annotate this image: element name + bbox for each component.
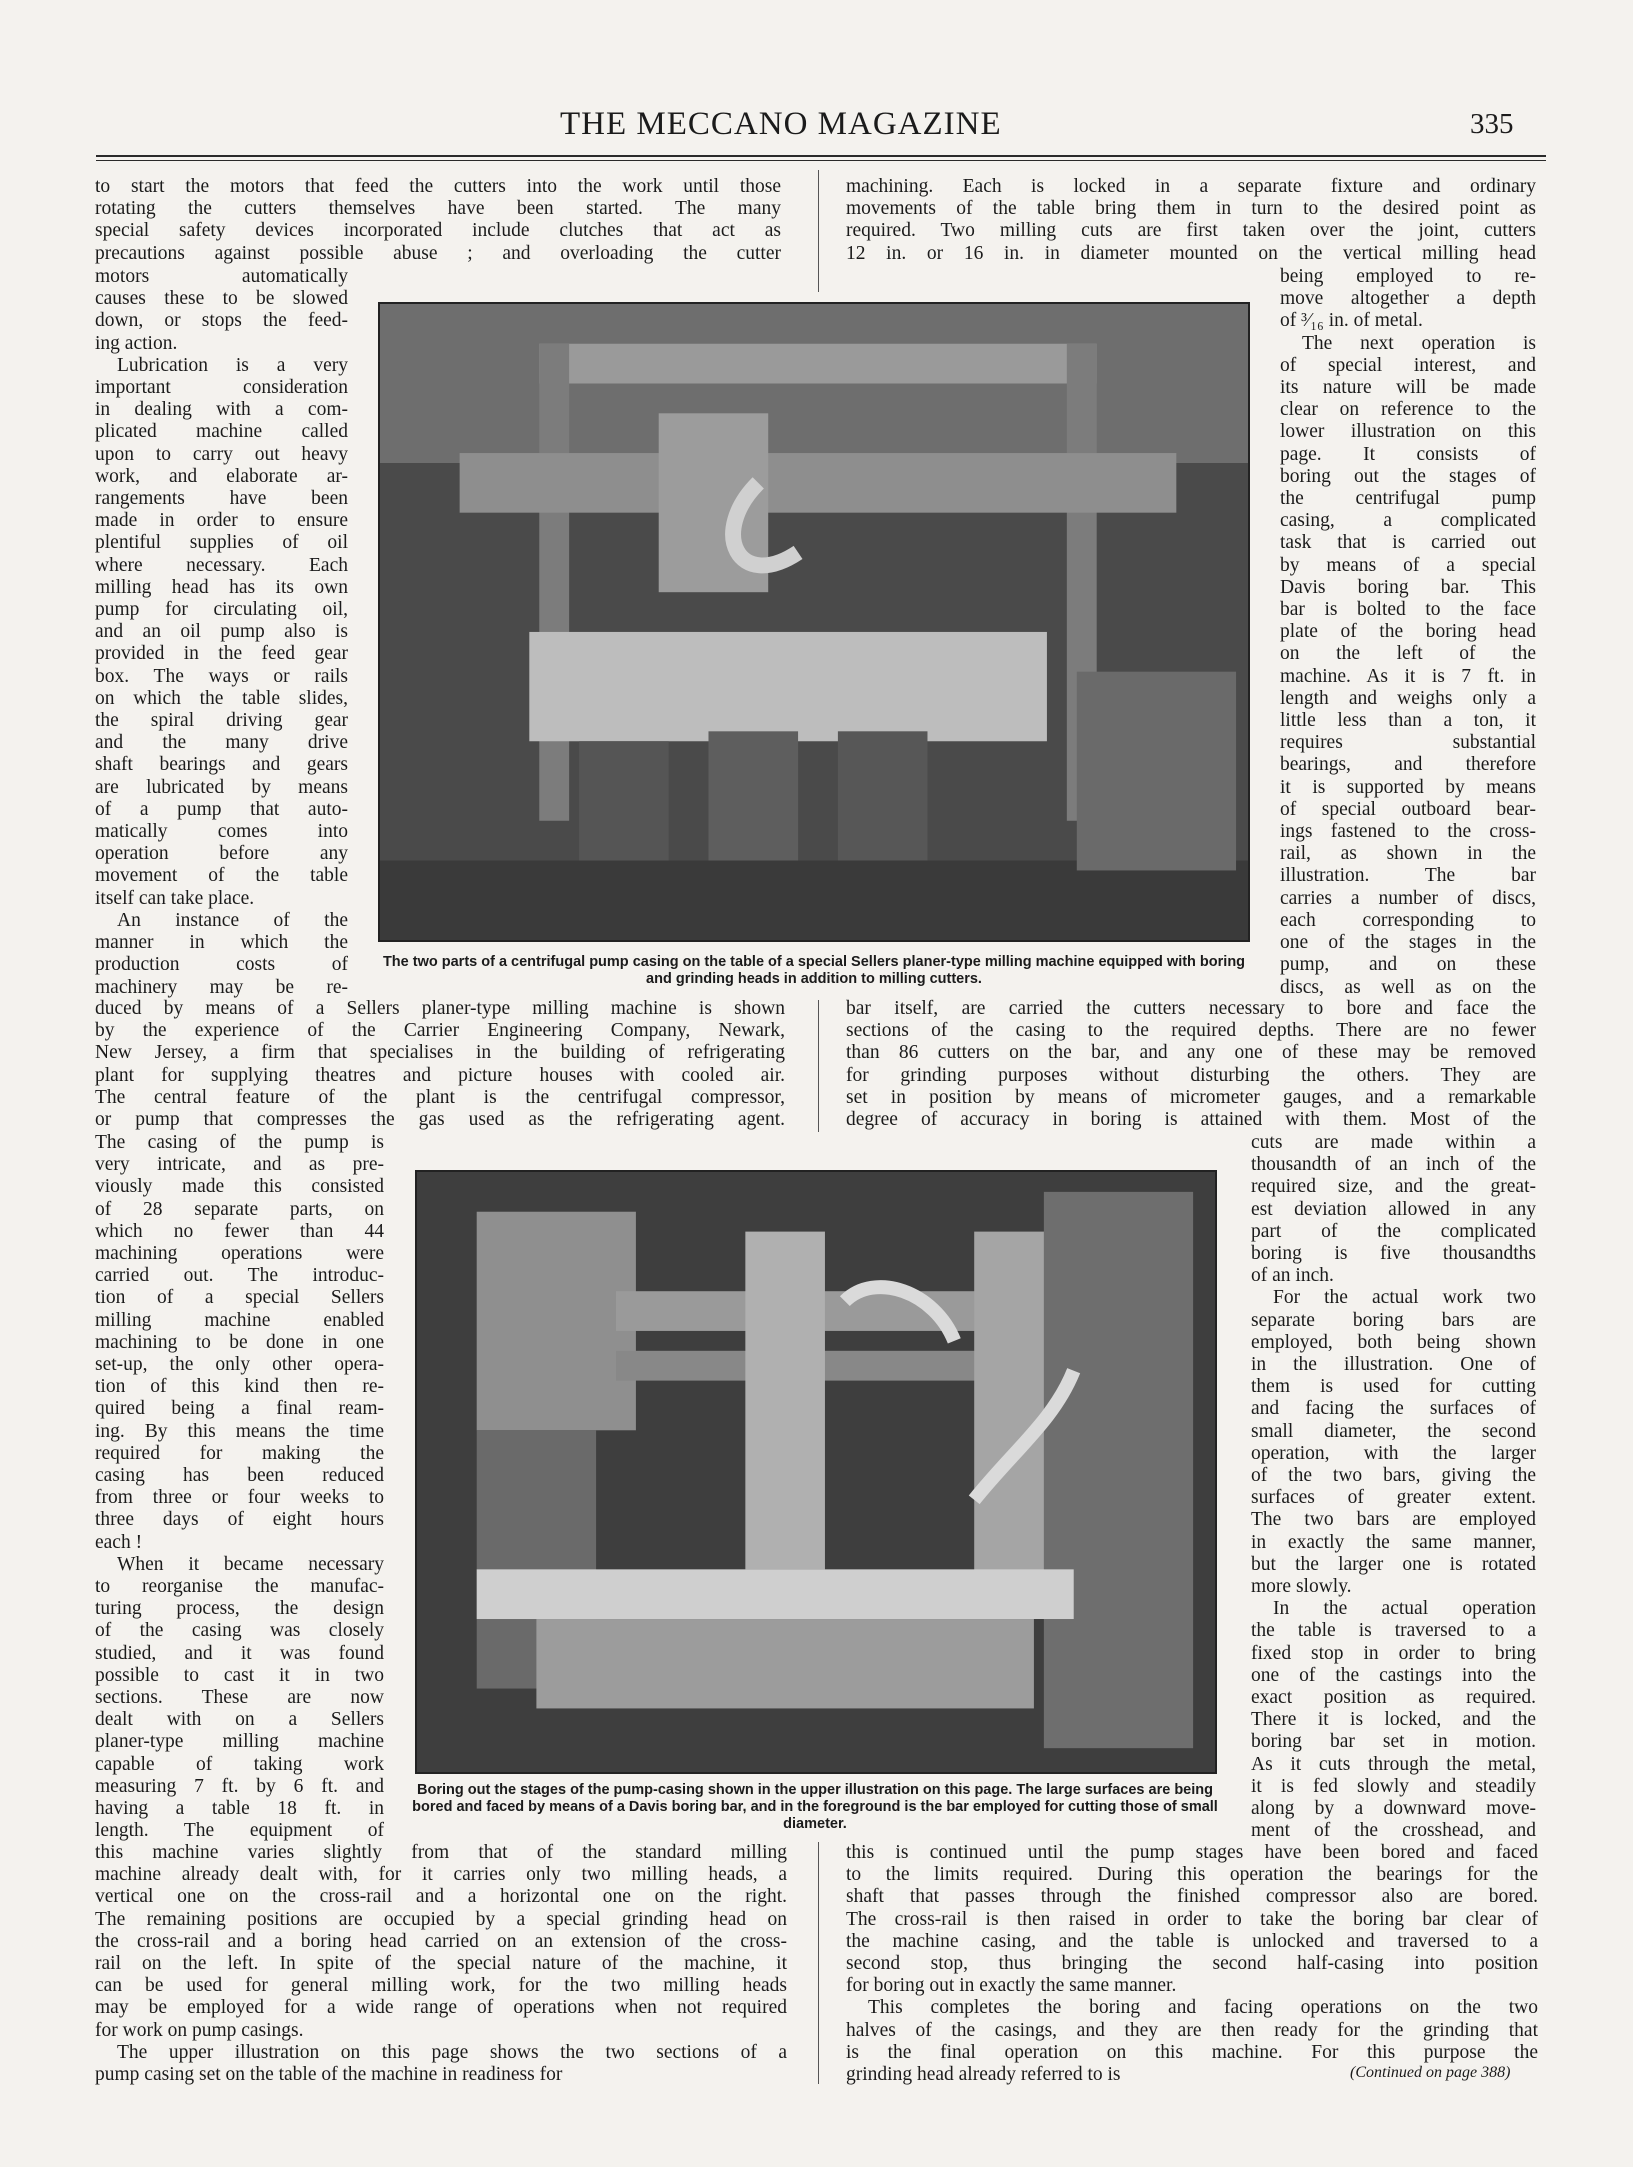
upper-photo — [378, 302, 1250, 942]
text-line: the centrifugal pump — [1280, 488, 1536, 510]
text-line: The cross-rail is then raised in order to take the boring bar clear of — [846, 1908, 1538, 1930]
text-line: made in order to ensure — [95, 510, 348, 532]
text-line: operation, with the larger — [1251, 1442, 1536, 1464]
text-line: halves of the casings, and they are then ready for the grinding that — [846, 2019, 1538, 2041]
text-line: precautions against possible abuse ; and overloading the cutter — [95, 242, 781, 264]
text-line: For the actual work two — [1273, 1287, 1536, 1309]
text-line: having a table 18 ft. in — [95, 1798, 384, 1820]
text-line: studied, and it was found — [95, 1642, 384, 1664]
text-line: from three or four weeks to — [95, 1487, 384, 1509]
text-line: This completes the boring and facing operations on the two — [868, 1997, 1538, 2019]
text-line: its nature will be made — [1280, 377, 1536, 399]
text-line: of a pump that auto- — [95, 798, 348, 820]
text-line: As it cuts through the metal, — [1251, 1753, 1536, 1775]
text-line: bar is bolted to the face — [1280, 599, 1536, 621]
text-line: vertical one on the cross-rail and a horizontal one on the right. — [95, 1886, 787, 1908]
text-line: 12 in. or 16 in. in diameter mounted on the vertical milling head — [846, 242, 1536, 264]
text-line: The remaining positions are occupied by a special grinding head on — [95, 1908, 787, 1930]
text-line: to start the motors that feed the cutters into the work until those — [95, 176, 781, 197]
text-line: each ! — [95, 1531, 143, 1553]
text-line: in dealing with a com- — [95, 399, 348, 421]
text-line: rangements have been — [95, 488, 348, 510]
text-line: An instance of the — [117, 909, 348, 931]
text-line: task that is carried out — [1280, 532, 1536, 554]
text-line: carried out. The introduc- — [95, 1265, 384, 1287]
text-line: quired being a final ream- — [95, 1398, 384, 1420]
text-line: degree of accuracy in boring is attained with them. Most of the — [846, 1109, 1536, 1131]
text-line: production costs of — [95, 954, 348, 976]
text-line: but the larger one is rotated — [1251, 1553, 1536, 1575]
text-line: Lubrication is a very — [117, 354, 348, 376]
continued-note: (Continued on page 388) — [1350, 2064, 1511, 2081]
text-line: boring bar set in motion. — [1251, 1731, 1536, 1753]
text-line: for boring out in exactly the same manner. — [846, 1975, 1177, 1997]
text-line: The next operation is — [1302, 332, 1536, 354]
text-line: provided in the feed gear — [95, 643, 348, 665]
text-line: The central feature of the plant is the centrifugal compressor, — [95, 1086, 785, 1108]
text-line: page. It consists of — [1280, 443, 1536, 465]
text-line: casing has been reduced — [95, 1465, 384, 1487]
text-line: est deviation allowed in any — [1251, 1198, 1536, 1220]
text-line: to reorganise the manufac- — [95, 1576, 384, 1598]
text-line: of the two bars, giving the — [1251, 1465, 1536, 1487]
text-line: boring is five thousandths — [1251, 1243, 1536, 1265]
text-line: rail on the left. In spite of the special nature of the machine, it — [95, 1953, 787, 1975]
text-line: manner in which the — [95, 932, 348, 954]
milling-machine-illustration — [380, 304, 1248, 940]
text-line: in exactly the same manner, — [1251, 1531, 1536, 1553]
text-line: required. Two milling cuts are first taken over the joint, cutters — [846, 220, 1536, 242]
column-divider — [818, 1000, 819, 1132]
text-line: is the final operation on this machine. For this purpose the — [846, 2041, 1538, 2063]
text-line: set-up, the only other opera- — [95, 1354, 384, 1376]
text-line: the table is traversed to a — [1251, 1620, 1536, 1642]
text-line: plentiful supplies of oil — [95, 532, 348, 554]
text-line: machining. Each is locked in a separate fixture and ordinary — [846, 176, 1536, 197]
text-line: one of the stages in the — [1280, 932, 1536, 954]
text-line: the machine casing, and the table is unlocked and traversed to a — [846, 1930, 1538, 1952]
text-line: one of the castings into the — [1251, 1664, 1536, 1686]
text-line: shaft that passes through the finished compressor also are bored. — [846, 1886, 1538, 1908]
text-line: tion of a special Sellers — [95, 1287, 384, 1309]
text-line: machine already dealt with, for it carries only two milling heads, a — [95, 1864, 787, 1886]
text-line: tion of this kind then re- — [95, 1376, 384, 1398]
text-line: movement of the table — [95, 865, 348, 887]
text-line: turing process, the design — [95, 1598, 384, 1620]
text-line: or pump that compresses the gas used as the refrigerating agent. — [95, 1109, 785, 1131]
text-line: and an oil pump also is — [95, 621, 348, 643]
text-line: clear on reference to the — [1280, 399, 1536, 421]
text-line: of ³⁄₁₆ in. of metal. — [1280, 310, 1423, 332]
text-line: sections. These are now — [95, 1687, 384, 1709]
text-line: along by a downward move- — [1251, 1798, 1536, 1820]
text-line: requires substantial — [1280, 732, 1536, 754]
text-line: There it is locked, and the — [1251, 1709, 1536, 1731]
text-line: rail, as shown in the — [1280, 843, 1536, 865]
text-line: dealt with on a Sellers — [95, 1709, 384, 1731]
text-line: surfaces of greater extent. — [1251, 1487, 1536, 1509]
text-line: three days of eight hours — [95, 1509, 384, 1531]
text-line: pump casing set on the table of the machine in readiness for — [95, 2064, 563, 2086]
text-line: illustration. The bar — [1280, 865, 1536, 887]
text-line: carries a number of discs, — [1280, 887, 1536, 909]
text-line: on which the table slides, — [95, 687, 348, 709]
text-line: The upper illustration on this page shows the two sections of a — [117, 2041, 787, 2063]
text-line: of the casing was closely — [95, 1620, 384, 1642]
text-line: the spiral driving gear — [95, 710, 348, 732]
column-divider — [818, 1842, 819, 2084]
text-line: New Jersey, a firm that specialises in the building of refrigerating — [95, 1042, 785, 1064]
boring-bar-illustration — [417, 1172, 1215, 1772]
text-line: little less than a ton, it — [1280, 710, 1536, 732]
magazine-title: THE MECCANO MAGAZINE — [560, 106, 1002, 142]
text-line: The casing of the pump is — [95, 1132, 384, 1153]
text-line: part of the complicated — [1251, 1220, 1536, 1242]
text-line: required for making the — [95, 1442, 384, 1464]
text-line: milling head has its own — [95, 576, 348, 598]
text-line: for work on pump casings. — [95, 2019, 304, 2041]
text-line: exact position as required. — [1251, 1687, 1536, 1709]
text-line: separate boring bars are — [1251, 1309, 1536, 1331]
text-line: ing action. — [95, 332, 178, 354]
upper-caption: The two parts of a centrifugal pump casing on the table of a special Sellers planer-type milling machine equipped with boring and grinding heads in addition to milling cutters. — [382, 954, 1246, 987]
text-line: sections of the casing to the required depths. There are no fewer — [846, 1020, 1536, 1042]
text-line: this is continued until the pump stages have been bored and faced — [846, 1842, 1538, 1863]
text-line: of an inch. — [1251, 1265, 1334, 1287]
text-line: milling machine enabled — [95, 1309, 384, 1331]
page-number: 335 — [1470, 108, 1514, 140]
text-line: capable of taking work — [95, 1753, 384, 1775]
left-column-narrow-upper — [95, 266, 348, 999]
text-line: to the limits required. During this operation the bearings for the — [846, 1864, 1538, 1886]
right-column-middle — [846, 998, 1536, 1131]
text-line: down, or stops the feed- — [95, 310, 348, 332]
text-line: pump, and on these — [1280, 954, 1536, 976]
text-line: itself can take place. — [95, 887, 255, 909]
text-line: plant for supplying theatres and picture houses with cooled air. — [95, 1064, 785, 1086]
text-line: thousandth of an inch of the — [1251, 1154, 1536, 1176]
left-column-bottom — [95, 1842, 787, 2086]
text-line: discs, as well as on the — [1280, 976, 1536, 998]
text-line: The two bars are employed — [1251, 1509, 1536, 1531]
text-line: upon to carry out heavy — [95, 443, 348, 465]
text-line: machinery may be re- — [95, 976, 348, 998]
text-line: In the actual operation — [1273, 1598, 1536, 1620]
text-line: move altogether a depth — [1280, 288, 1536, 310]
text-line: them is used for cutting — [1251, 1376, 1536, 1398]
text-line: ing. By this means the time — [95, 1420, 384, 1442]
text-line: casing, a complicated — [1280, 510, 1536, 532]
text-line: lower illustration on this — [1280, 421, 1536, 443]
text-line: it is fed slowly and steadily — [1251, 1775, 1536, 1797]
left-column-middle — [95, 998, 785, 1131]
right-column-narrow-lower — [1251, 1132, 1536, 1843]
left-column-narrow-lower — [95, 1132, 384, 1843]
text-line: Davis boring bar. This — [1280, 576, 1536, 598]
left-column-top — [95, 176, 781, 265]
text-line: more slowly. — [1251, 1576, 1352, 1598]
text-line: motors automatically — [95, 266, 348, 287]
column-divider — [818, 170, 819, 292]
right-column-bottom — [846, 1842, 1538, 2086]
lower-caption: Boring out the stages of the pump-casing shown in the upper illustration on this page. The large surfaces are being bored and faced by means of a Davis boring bar, and in the foreground is the bar employed for cutting those of small diameter. — [412, 1782, 1218, 1832]
text-line: movements of the table bring them in turn to the desired point as — [846, 198, 1536, 220]
text-line: measuring 7 ft. by 6 ft. and — [95, 1775, 384, 1797]
right-column-narrow-upper — [1280, 266, 1536, 999]
text-line: for grinding purposes without disturbing the others. They are — [846, 1064, 1536, 1086]
text-line: plate of the boring head — [1280, 621, 1536, 643]
text-line: where necessary. Each — [95, 554, 348, 576]
text-line: machine. As it is 7 ft. in — [1280, 665, 1536, 687]
text-line: shaft bearings and gears — [95, 754, 348, 776]
text-line: bearings, and therefore — [1280, 754, 1536, 776]
text-line: causes these to be slowed — [95, 288, 348, 310]
text-line: this machine varies slightly from that of the standard milling — [95, 1842, 787, 1863]
text-line: of 28 separate parts, on — [95, 1198, 384, 1220]
text-line: box. The ways or rails — [95, 665, 348, 687]
text-line: set in position by means of micrometer gauges, and a remarkable — [846, 1086, 1536, 1108]
text-line: being employed to re- — [1280, 266, 1536, 287]
header-rule — [96, 155, 1546, 157]
text-line: very intricate, and as pre- — [95, 1154, 384, 1176]
text-line: duced by means of a Sellers planer-type milling machine is shown — [95, 998, 785, 1019]
text-line: fixed stop in order to bring — [1251, 1642, 1536, 1664]
text-line: second stop, thus bringing the second half-casing into position — [846, 1953, 1538, 1975]
text-line: planer-type milling machine — [95, 1731, 384, 1753]
text-line: length and weighs only a — [1280, 687, 1536, 709]
text-line: machining operations were — [95, 1243, 384, 1265]
text-line: than 86 cutters on the bar, and any one of these may be removed — [846, 1042, 1536, 1064]
text-line: on the left of the — [1280, 643, 1536, 665]
header-rule-thin — [96, 160, 1546, 161]
text-line: may be employed for a wide range of operations when not required — [95, 1997, 787, 2019]
text-line: matically comes into — [95, 821, 348, 843]
text-line: bar itself, are carried the cutters necessary to bore and face the — [846, 998, 1536, 1019]
text-line: pump for circulating oil, — [95, 599, 348, 621]
text-line: ment of the crosshead, and — [1251, 1820, 1536, 1842]
text-line: are lubricated by means — [95, 776, 348, 798]
text-line: which no fewer than 44 — [95, 1220, 384, 1242]
text-line: viously made this consisted — [95, 1176, 384, 1198]
text-line: and the many drive — [95, 732, 348, 754]
text-line: of special outboard bear- — [1280, 798, 1536, 820]
text-line: each corresponding to — [1280, 909, 1536, 931]
text-line: rotating the cutters themselves have been started. The many — [95, 198, 781, 220]
text-line: important consideration — [95, 377, 348, 399]
text-line: it is supported by means — [1280, 776, 1536, 798]
text-line: cuts are made within a — [1251, 1132, 1536, 1153]
text-line: employed, both being shown — [1251, 1331, 1536, 1353]
text-line: plicated machine called — [95, 421, 348, 443]
right-column-top — [846, 176, 1536, 265]
lower-photo — [415, 1170, 1217, 1774]
text-line: special safety devices incorporated include clutches that act as — [95, 220, 781, 242]
text-line: machining to be done in one — [95, 1331, 384, 1353]
text-line: boring out the stages of — [1280, 465, 1536, 487]
text-line: length. The equipment of — [95, 1820, 384, 1842]
text-line: of special interest, and — [1280, 354, 1536, 376]
text-line: by the experience of the Carrier Engineering Company, Newark, — [95, 1020, 785, 1042]
text-line: work, and elaborate ar- — [95, 465, 348, 487]
text-line: in the illustration. One of — [1251, 1354, 1536, 1376]
text-line: by means of a special — [1280, 554, 1536, 576]
text-line: operation before any — [95, 843, 348, 865]
text-line: required size, and the great- — [1251, 1176, 1536, 1198]
text-line: When it became necessary — [117, 1553, 384, 1575]
text-line: and facing the surfaces of — [1251, 1398, 1536, 1420]
text-line: possible to cast it in two — [95, 1664, 384, 1686]
text-line: ings fastened to the cross- — [1280, 821, 1536, 843]
text-line: grinding head already referred to is — [846, 2064, 1121, 2086]
text-line: small diameter, the second — [1251, 1420, 1536, 1442]
text-line: can be used for general milling work, for the two milling heads — [95, 1975, 787, 1997]
text-line: the cross-rail and a boring head carried on an extension of the cross- — [95, 1930, 787, 1952]
